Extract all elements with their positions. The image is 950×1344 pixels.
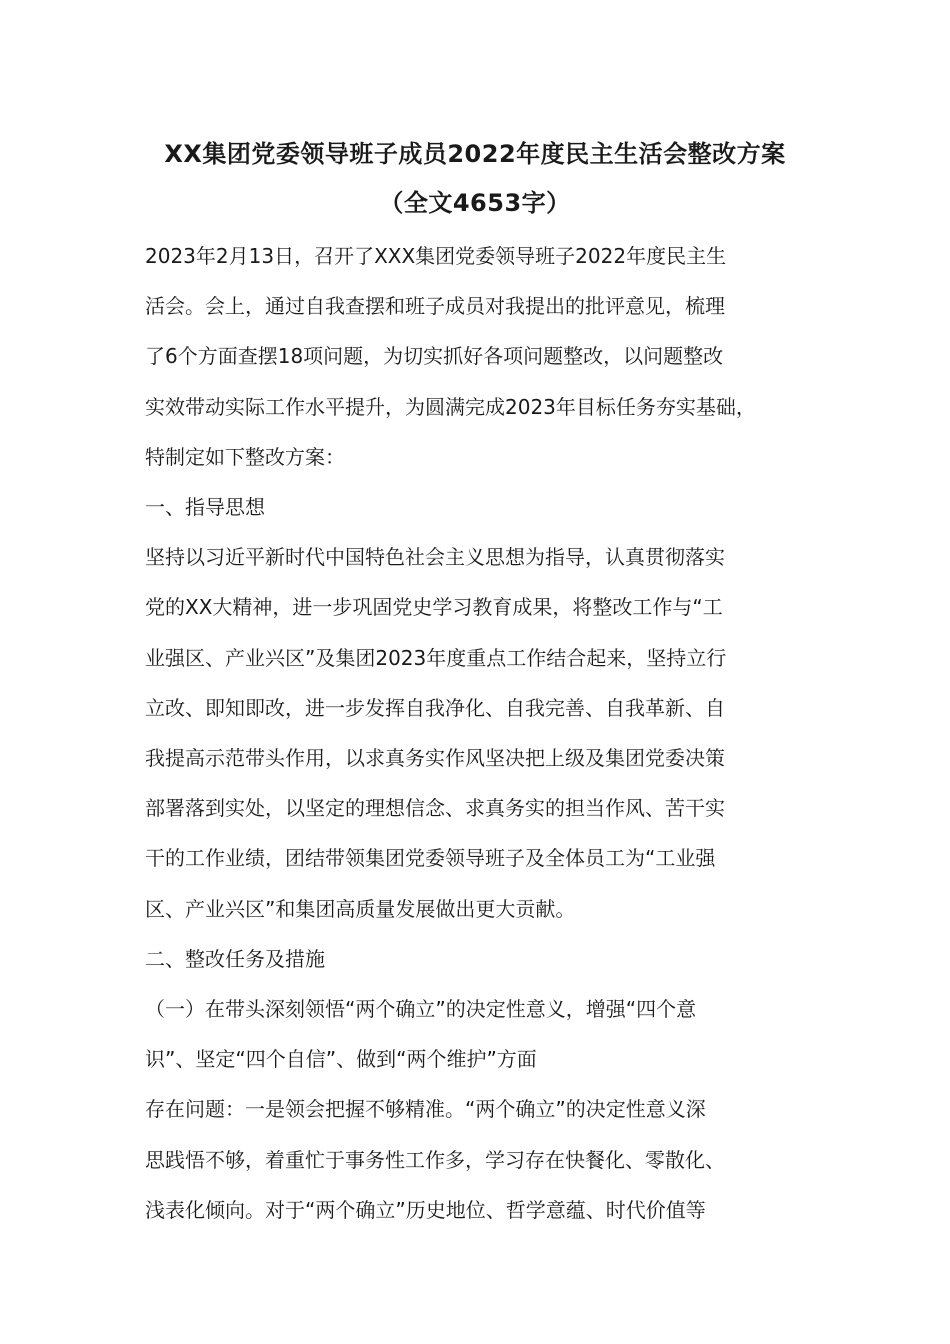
section-heading: 一、指导思想 (145, 495, 265, 520)
line: 活会。会上，通过自我查摆和班子成员对我提出的批评意见，梳理 (145, 294, 725, 319)
line: 立改、即知即改，进一步发挥自我净化、自我完善、自我革新、自 (145, 695, 725, 720)
line: 2023年2月13日，召开了XXX集团党委领导班子2022年度民主生 (145, 244, 727, 268)
line: 了6个方面查摆18项问题，为切实抓好各项问题整改，以问题整改 (145, 344, 724, 369)
document-title: XX集团党委领导班子成员2022年度民主生活会整改方案 (164, 140, 786, 168)
line: 干的工作业绩，团结带领集团党委领导班子及全体员工为“工业强 (145, 846, 716, 871)
line: 浅表化倾向。对于“两个确立”历史地位、哲学意蕴、时代价值等 (145, 1197, 706, 1222)
subsection-heading: 识”、坚定“四个自信”、做到“两个维护”方面 (145, 1047, 537, 1072)
line: 坚持以习近平新时代中国特色社会主义思想为指导，认真贯彻落实 (145, 545, 725, 570)
line: 特制定如下整改方案： (145, 444, 345, 469)
document-subtitle: （全文4653字） (379, 189, 571, 217)
subsection-heading: （一）在带头深刻领悟“两个确立”的决定性意义，增强“四个意 (145, 997, 697, 1022)
section-heading: 二、整改任务及措施 (145, 946, 325, 971)
line: 思践悟不够，着重忙于事务性工作多，学习存在快餐化、零散化、 (145, 1147, 725, 1172)
line: 区、产业兴区”和集团高质量发展做出更大贡献。 (145, 896, 576, 921)
line: 党的XX大精神，进一步巩固党史学习教育成果，将整改工作与“工 (145, 595, 723, 620)
line: 业强区、产业兴区”及集团2023年度重点工作结合起来，坚持立行 (145, 645, 727, 670)
line: 存在问题：一是领会把握不够精准。“两个确立”的决定性意义深 (145, 1097, 706, 1122)
line: 我提高示范带头作用，以求真务实作风坚决把上级及集团党委决策 (145, 746, 725, 771)
line: 部署落到实处，以坚定的理想信念、求真务实的担当作风、苦干实 (145, 796, 725, 821)
line: 实效带动实际工作水平提升，为圆满完成2023年目标任务夯实基础， (145, 394, 756, 419)
document-body (145, 231, 805, 1235)
